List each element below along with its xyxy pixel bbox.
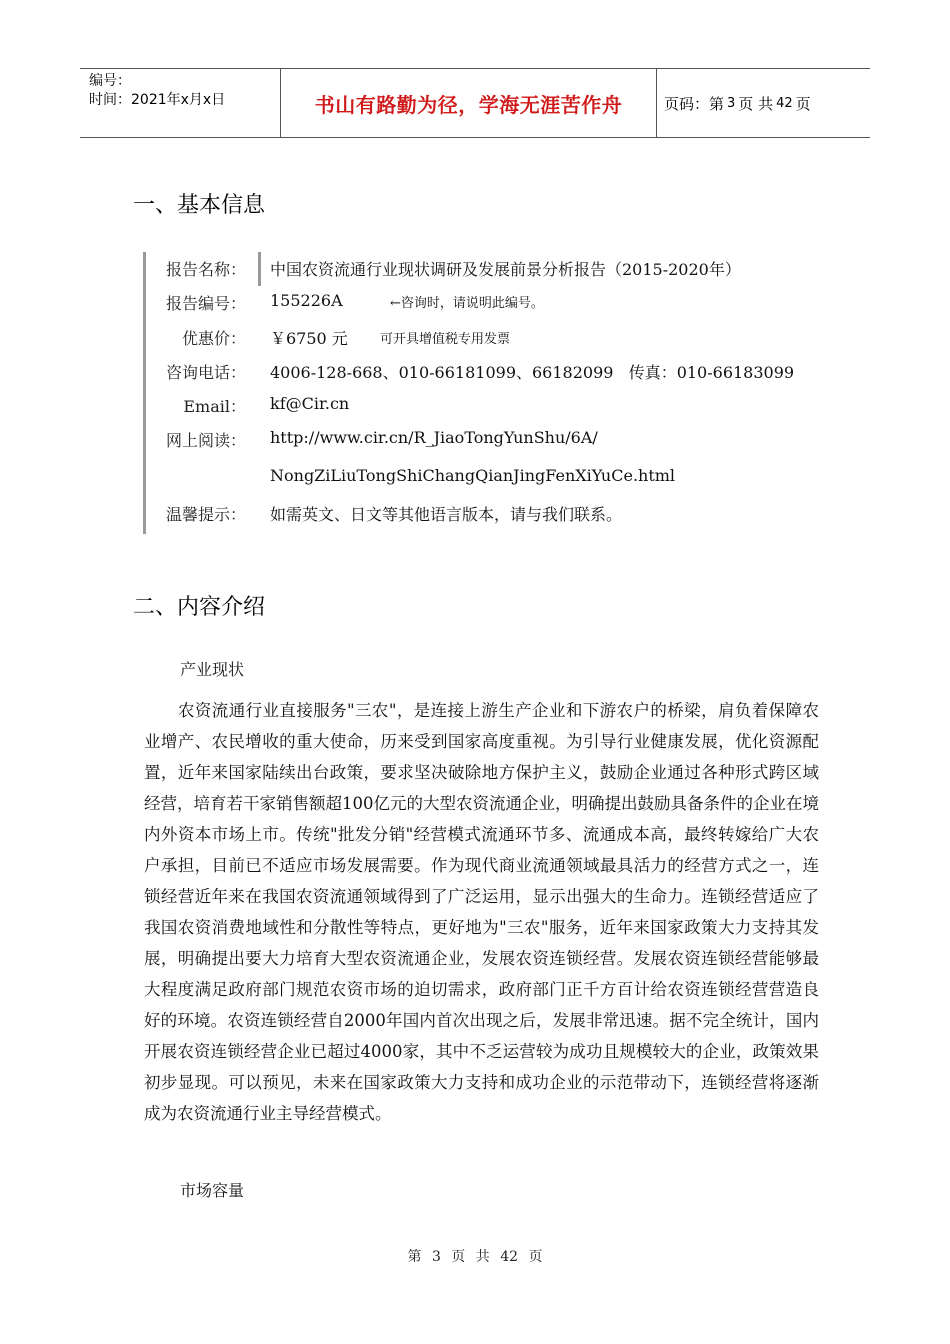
info-note: 可开具增值税专用发票 xyxy=(380,332,511,347)
info-label: 优惠价： xyxy=(181,329,246,348)
page-footer: 第 3 页 共 42 页 xyxy=(407,1249,543,1265)
email-link[interactable]: kf@Cir.cn xyxy=(270,394,350,413)
info-block xyxy=(143,252,826,534)
subheading-market-capacity: 市场容量 xyxy=(180,1181,245,1200)
info-value: 4006-128-668、010-66181099、66182099 传真：010-66183099 xyxy=(270,363,795,382)
info-label: 报告编号： xyxy=(166,294,247,313)
subheading-industry-status: 产业现状 xyxy=(180,660,245,679)
info-label: 温馨提示： xyxy=(166,505,247,524)
info-label: 网上阅读： xyxy=(166,431,247,450)
page-current: 3 xyxy=(727,95,736,111)
header-meta xyxy=(80,69,280,137)
document-header xyxy=(80,68,870,138)
info-label: 报告名称： xyxy=(166,260,247,279)
online-url-continued[interactable]: NongZiLiuTongShiChangQianJingFenXiYuCe.html xyxy=(270,466,676,485)
info-label: 咨询电话： xyxy=(166,363,247,382)
page-total: 42 xyxy=(776,95,793,111)
divider xyxy=(258,252,261,286)
header-page-info xyxy=(656,69,870,137)
section-title-basic-info: 一、基本信息 xyxy=(133,193,266,218)
time-label: 时间：2021年x月x日 xyxy=(89,92,226,108)
info-value: ￥6750 元 xyxy=(270,329,348,348)
page-end: 页 xyxy=(795,94,811,113)
info-value: 中国农资流通行业现状调研及发展前景分析报告（2015-2020年） xyxy=(270,260,741,279)
section-title-content: 二、内容介绍 xyxy=(133,595,266,620)
page-mid: 页 共 xyxy=(738,94,774,113)
page-label: 页码：第 xyxy=(664,94,725,113)
info-value: 155226A xyxy=(270,291,343,310)
number-label: 编号： xyxy=(89,73,131,89)
info-label: Email： xyxy=(183,397,246,416)
online-url[interactable]: http://www.cir.cn/R_JiaoTongYunShu/6A/ xyxy=(270,428,598,447)
info-note: ←咨询时，请说明此编号。 xyxy=(390,296,544,311)
body-paragraph: 农资流通行业直接服务"三农"，是连接上游生产企业和下游农户的桥梁，肩负着保障农业增产、农民增收的重大使命，历来受到国家高度重视。为引导行业健康发展，优化资源配置，近年来国家陆续出台政策，要求坚决破除地方保护主义，鼓励企业通过各种形式跨区域经营，培育若干家销售额超100亿元的大型农资流通企业，明确提出鼓励具备条件的企业在境内外资本市场上市。传统"批发分销"经营模式流通环节多、流通成本高，最终转嫁给广大农户承担，目前已不适应市场发展需要。作为现代商业流通领域最具活力的经营方式之一，连锁经营近年来在我国农资流通领域得到了广泛运用，显示出强大的生命力。连锁经营适应了我国农资消费地域性和分散性等特点，更好地为"三农"服务，近年来国家政策大力支持其发展，明确提出要大力培育大型农资流通企业，发展农资连锁经营。发展农资连锁经营能够最大程度满足政府部门规范农资市场的迫切需求，政府部门正千方百计给农资连锁经营营造良好的环境。农资连锁经营自2000年国内首次出现之后，发展非常迅速。据不完全统计，国内开展农资连锁经营企业已超过4000家，其中不乏运营较为成功且规模较大的企业，政策效果初步显现。可以预见，未来在国家政策大力支持和成功企业的示范带动下，连锁经营将逐渐成为农资流通行业主导经营模式。 xyxy=(144,701,819,1123)
info-value: 如需英文、日文等其他语言版本，请与我们联系。 xyxy=(270,505,623,524)
header-motto: 书山有路勤为径，学海无涯苦作舟 xyxy=(280,69,657,137)
